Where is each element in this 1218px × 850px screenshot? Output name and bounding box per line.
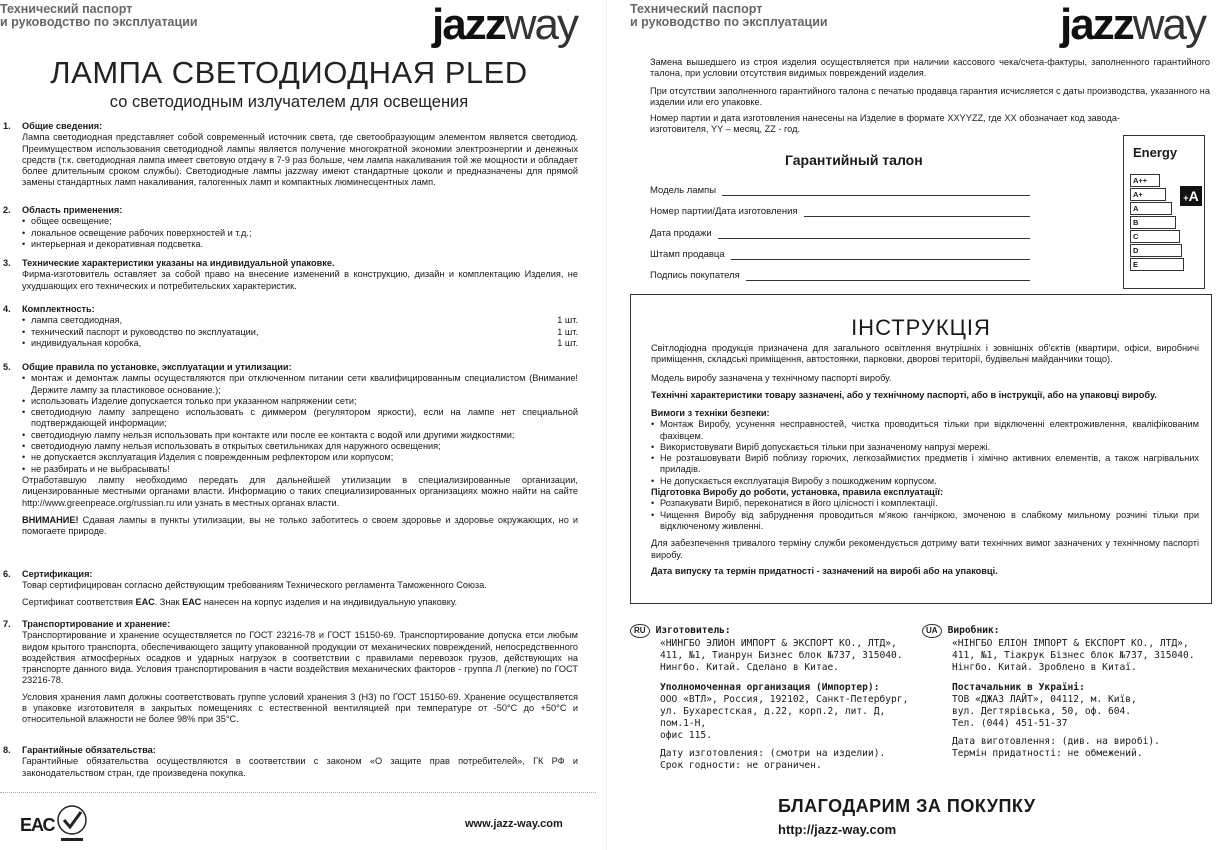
list-item: • Використовувати Виріб допускається тільки при зазначеному напрузі мережі. xyxy=(651,442,1199,453)
doc-header xyxy=(630,3,828,29)
warranty-condition-2: При отсутствии заполненного гарантийного талона с печатью продавца гарантия исчисляется с даты производства, указанного на изделии или его упаковке. xyxy=(650,86,1210,108)
ua-certification-icon xyxy=(55,803,89,850)
header-line-2: и руководство по эксплуатации xyxy=(0,15,198,29)
cert-text: Сертификат соответствия xyxy=(22,596,136,607)
section-text: Гарантийные обязательства осуществляются в соответствии с законом «О защите прав потребителей», ГК РФ и законодательством стран, где произведена покупка. xyxy=(22,756,578,778)
list-item: • Монтаж Виробу, усунення несправностей, чистка проводиться тільки при відключенні електроживлення, кваліфікованим фахівцем. xyxy=(651,419,1199,442)
section-text: Отработавшую лампу необходимо передать для дальнейшей утилизации в специализированные организации, лицензированные местными органами власти. Информацию о таких специализированных организациях можно найти на сайте http://www.greenpeace.org/russian.ru или узнать в местных органах власти. xyxy=(22,474,578,508)
left-page xyxy=(0,0,596,850)
eac-mark-inline: ЕАС xyxy=(135,596,155,607)
list-item xyxy=(22,315,578,326)
section-number: 8. xyxy=(3,745,11,755)
item-qty: 1 шт. xyxy=(557,337,578,348)
section-text: Транспортирование и хранение осуществляется по ГОСТ 23216-78 и ГОСТ 15150-69. Транспортирование допуска етси любым видом крытого транспорта, обеспечивающего защиту упакованной продукции от механических повреждений, непосредственного воздействия атмосферных осадков и ударных нагрузок в соответствии с правилами перевозок грузов, действующих на транспорте данного вида. Условия транспортирования в части воздействия механических факторов - группа Л (легкие) по ГОСТ 23216-78. xyxy=(22,630,578,686)
energy-class: E xyxy=(1130,258,1184,271)
country-badge-ua: UA xyxy=(922,624,942,638)
safety-heading: Вимоги з техніки безпеки: xyxy=(651,408,770,418)
footer-website[interactable]: www.jazz-way.com xyxy=(465,818,563,830)
jazzway-logo xyxy=(432,2,577,48)
list-item: • использовать Изделие допускается только при указанном напряжении сети; xyxy=(22,396,578,407)
energy-label xyxy=(1123,135,1205,289)
list-item: • Не допускається експлуатація Виробу з пошкодженим корпусом. xyxy=(651,476,1199,487)
energy-current-prefix: + xyxy=(1183,193,1189,203)
list-item xyxy=(22,338,578,349)
section-heading: Гарантийные обязательства: xyxy=(22,745,156,755)
item-qty: 1 шт. xyxy=(557,315,578,326)
safety-block xyxy=(651,408,1199,577)
list-item: • светодиодную лампу нельзя использовать при контакте или после ее контакта с водой или другими жидкостями; xyxy=(22,430,578,441)
instruction-text: Модель виробу зазначена у технічному паспорті виробу. xyxy=(651,373,892,383)
field-line xyxy=(718,228,1030,239)
item-label: лампа светодиодная, xyxy=(31,315,123,326)
maker-label: Виробник: xyxy=(947,625,1000,636)
maker-line: 411, №1, Тіакрук Бізнес блок №737, 315040. xyxy=(952,650,1195,661)
field-line xyxy=(722,185,1030,196)
manufacture-date-note: Дата виготовлення: (див. на виробі). xyxy=(952,736,1160,747)
page-separator xyxy=(606,0,607,850)
importer-line: Тел. (044) 451-51-37 xyxy=(952,718,1068,729)
energy-class: C xyxy=(1130,230,1180,243)
warranty-condition-1: Замена вышедшего из строя изделия осуществляется при наличии кассового чека/счета-фактуры, заполненного гарантийного талона, при условии отсутствия видимых повреждений изделия. xyxy=(650,57,1210,79)
field-sale-date[interactable] xyxy=(650,228,1030,239)
batch-format-note: Номер партии и дата изготовления нанесены на Изделие в формате XXYYZZ, где XX обозначает код завода-изготовителя, YY – месяц, ZZ - год. xyxy=(650,113,1120,135)
instruction-text: Дата випуску та термін придатності - зазначений на виробі або на упаковці. xyxy=(651,565,998,576)
importer-line: ООО «ВТЛ», Россия, 192102, Санкт-Петербург, xyxy=(660,694,909,705)
maker-line: «НИНГБО ЭЛИОН ИМПОРТ & ЭКСПОРТ КО., ЛТД», xyxy=(660,638,897,649)
field-line xyxy=(746,270,1030,281)
maker-line: Нінгбо. Китай. Зроблено в Китаї. xyxy=(952,662,1137,673)
eac-mark-inline: ЕАС xyxy=(182,596,202,607)
maker-label: Изготовитель: xyxy=(655,625,731,636)
section-rules xyxy=(0,362,578,537)
list-item: • не допускается эксплуатация Изделия с поврежденным рефлектором или корпусом; xyxy=(22,452,578,463)
importer-label: Постачальник в Україні: xyxy=(952,682,1085,693)
section-number: 7. xyxy=(3,619,11,629)
section-warranty xyxy=(0,745,578,779)
ua-contacts xyxy=(922,624,1207,760)
energy-class: B xyxy=(1130,216,1176,229)
section-number: 1. xyxy=(3,121,11,131)
field-seller-stamp[interactable] xyxy=(650,249,1030,260)
energy-current-value: A xyxy=(1188,188,1199,204)
doc-title: ЛАМПА СВЕТОДИОДНАЯ PLED xyxy=(50,55,528,90)
field-lamp-model[interactable] xyxy=(650,185,1030,196)
section-heading: Общие правила по установке, эксплуатации и утилизации: xyxy=(22,362,292,372)
field-label: Дата продажи xyxy=(650,228,712,239)
instruction-box xyxy=(630,294,1212,604)
maker-line: «НІНГБО ЕЛІОН ІМПОРТ & ЕКСПОРТ КО., ЛТД», xyxy=(952,638,1189,649)
energy-class: A+ xyxy=(1130,188,1166,201)
logo-way: way xyxy=(1132,0,1205,49)
list-item: • Не розташовувати Виріб поблизу горючих, легкозаймистих предметів і хімічно активних елементів, а також нагрівальних приладів. xyxy=(651,453,1199,476)
section-number: 4. xyxy=(3,304,11,314)
list-item: • интерьерная и декоративная подсветка. xyxy=(22,239,578,250)
prep-heading: Підготовка Виробу до роботи, установка, правила експлуатації: xyxy=(651,487,944,498)
manufacture-date-note: Дату изготовления: (смотри на изделии). xyxy=(660,748,886,759)
maker-line: 411, №1, Тианрун Бизнес блок №737, 315040. xyxy=(660,650,903,661)
header-line-1: Технический паспорт xyxy=(630,2,763,16)
list-item: • светодиодную лампу запрещено использовать с диммером (регулятором яркости), если на лампе нет специальной подтверждающей информации; xyxy=(22,407,578,430)
shelf-life-note: Срок годности: не ограничен. xyxy=(660,760,822,771)
list-item: • локальное освещение рабочих поверхностей и т.д.; xyxy=(22,228,578,239)
importer-label: Уполномоченная организация (Импортер): xyxy=(660,682,880,693)
footer-website[interactable]: http://jazz-way.com xyxy=(778,822,897,837)
item-label: индивидуальная коробка, xyxy=(31,337,142,348)
instruction-text: Для забезпечення тривалого терміну служби рекомендується дотриму вати технічних вимог зазначених у технічному паспорті виробу. xyxy=(651,538,1199,560)
attention-text: Сдавая лампы в пункты утилизации, вы не только заботитесь о своем здоровье и здоровье окружающих, но и помогаете природе. xyxy=(22,514,578,537)
item-qty: 1 шт. xyxy=(557,326,578,337)
list-item: • Чищення Виробу від забруднення проводиться м'якою ганчіркою, змоченою в слабкому мильному розчині тільки при відключеному живленні. xyxy=(651,510,1199,533)
section-heading: Общие сведения: xyxy=(22,121,103,131)
field-label: Штамп продавца xyxy=(650,249,725,260)
cert-text: нанесен на корпус изделия и на индивидуальную упаковку. xyxy=(201,596,458,607)
importer-line: вул. Дегтярівська, 50, оф. 604. xyxy=(952,706,1132,717)
list-item: • монтаж и демонтаж лампы осуществляются при отключенном питании сети квалифицированным специалистом (Внимание! Держите лампу за пластиковое основание.); xyxy=(22,373,578,396)
ru-contacts xyxy=(630,624,920,772)
doc-header xyxy=(0,3,198,29)
shelf-life-note: Термін придатності: не обмежений. xyxy=(952,748,1143,759)
section-text: Лампа светодиодная представляет собой современный источник света, где светообразующим элементом является светодиод. Преимуществом использования светодиодной лампы является получение многократной экономии электроэнергии и денежных средств (т.к. светодиодная лампа имеет световую отдачу в 7-9 раз больше, чем лампа накаливания той же мощности и обладает более длительным сроком службы). Светодиодные лампы jazzway имеют стандартные цоколи и предназначены для прямой замены стандартных ламп накаливания, галогенных ламп и компактных люминесцентных ламп. xyxy=(22,132,578,188)
instruction-text: Світлодіодна продукція призначена для загального освітлення внутрішніх і зовнішніх об'єктів (квартири, офіси, виробничі приміщення, складські приміщення, автостоянки, парковки, дворові території, будівельні майданчики тощо). xyxy=(651,343,1199,365)
field-line xyxy=(804,206,1030,217)
section-number: 2. xyxy=(3,205,11,215)
importer-line: офис 115. xyxy=(660,730,712,741)
field-buyer-signature[interactable] xyxy=(650,270,1030,281)
header-line-2: и руководство по эксплуатации xyxy=(630,15,828,29)
instruction-text: Технічні характеристики товару зазначені, або у технічному паспорті, або в інструкції, або на упаковці виробу. xyxy=(651,390,1157,400)
right-page xyxy=(620,0,1210,850)
maker-line: Нингбо. Китай. Сделано в Китае. xyxy=(660,662,840,673)
energy-class: A++ xyxy=(1130,174,1160,187)
section-heading: Транспортирование и хранение: xyxy=(22,619,171,629)
energy-label-title: Energy xyxy=(1133,145,1178,160)
energy-current-class xyxy=(1180,186,1202,206)
logo-jazz: jazz xyxy=(1060,0,1133,49)
footer-divider xyxy=(0,792,596,793)
country-badge-ru: RU xyxy=(630,624,650,638)
list-item: • Розпакувати Виріб, переконатися в його цілісності і комплектації. xyxy=(651,498,1199,509)
logo-way: way xyxy=(504,0,577,49)
section-contents xyxy=(0,304,578,349)
field-label: Подпись покупателя xyxy=(650,270,740,281)
section-certification xyxy=(0,569,578,608)
section-number: 3. xyxy=(3,258,11,268)
cert-text: . Знак xyxy=(154,596,183,607)
section-heading: Технические характеристики указаны на индивидуальной упаковке. xyxy=(22,258,335,268)
field-label: Модель лампы xyxy=(650,185,717,196)
list-item: • светодиодную лампу нельзя использовать в открытых светильниках для наружного освещения; xyxy=(22,441,578,452)
list-item: • не разбирать и не выбрасывать! xyxy=(22,464,578,475)
list-item xyxy=(22,327,578,338)
section-text: Фирма-изготовитель оставляет за собой право на внесение изменений в конструкцию, дизайн и комплектацию Изделия, не ухудшающих его технических и потребительских характеристик. xyxy=(22,269,578,291)
energy-class: D xyxy=(1130,244,1182,257)
warranty-card-title: Гарантийный талон xyxy=(785,152,923,168)
section-number: 5. xyxy=(3,362,11,372)
importer-line: ТОВ «ДЖАЗ ЛАЙТ», 04112, м. Київ, xyxy=(952,694,1137,705)
item-label: технический паспорт и руководство по эксплуатации, xyxy=(31,326,259,337)
section-heading: Область применения: xyxy=(22,205,123,215)
section-specs xyxy=(0,258,578,292)
section-heading: Комплектность: xyxy=(22,304,95,314)
logo-jazz: jazz xyxy=(432,0,505,49)
section-application xyxy=(0,205,578,250)
thanks-message: БЛАГОДАРИМ ЗА ПОКУПКУ xyxy=(778,796,1036,816)
field-line xyxy=(731,249,1030,260)
attention-label: ВНИМАНИЕ! xyxy=(22,514,79,525)
section-heading: Сертификация: xyxy=(22,569,93,579)
eac-logo: ЕАС xyxy=(20,815,55,835)
instruction-title: ІНСТРУКЦІЯ xyxy=(851,315,991,340)
importer-line: ул. Бухарестская, д.22, корп.2, лит. Д, пом.1-Н, xyxy=(660,706,886,729)
field-label: Номер партии/Дата изготовления xyxy=(650,206,798,217)
jazzway-logo xyxy=(1060,2,1205,48)
section-text: Условия хранения ламп должны соответствовать группе условий хранения 3 (НЗ) по ГОСТ 15150-69. Хранение осуществляется в упаковке изготовителя в закрытых помещениях с естественной вентиляцией при температуре от -50°С до +50°С и относительной влажности не более 98% при 35°С. xyxy=(22,691,578,725)
header-line-1: Технический паспорт xyxy=(0,2,133,16)
section-transport xyxy=(0,619,578,726)
doc-subtitle: со светодиодным излучателем для освещения xyxy=(109,93,469,111)
section-text: Товар сертифицирован согласно действующим требованиям Технического регламента Таможенного Союза. xyxy=(22,580,487,591)
field-batch-date[interactable] xyxy=(650,206,1030,217)
section-general xyxy=(0,121,578,189)
list-item: • общее освещение; xyxy=(22,216,578,227)
energy-class: A xyxy=(1130,202,1172,215)
section-number: 6. xyxy=(3,569,11,579)
